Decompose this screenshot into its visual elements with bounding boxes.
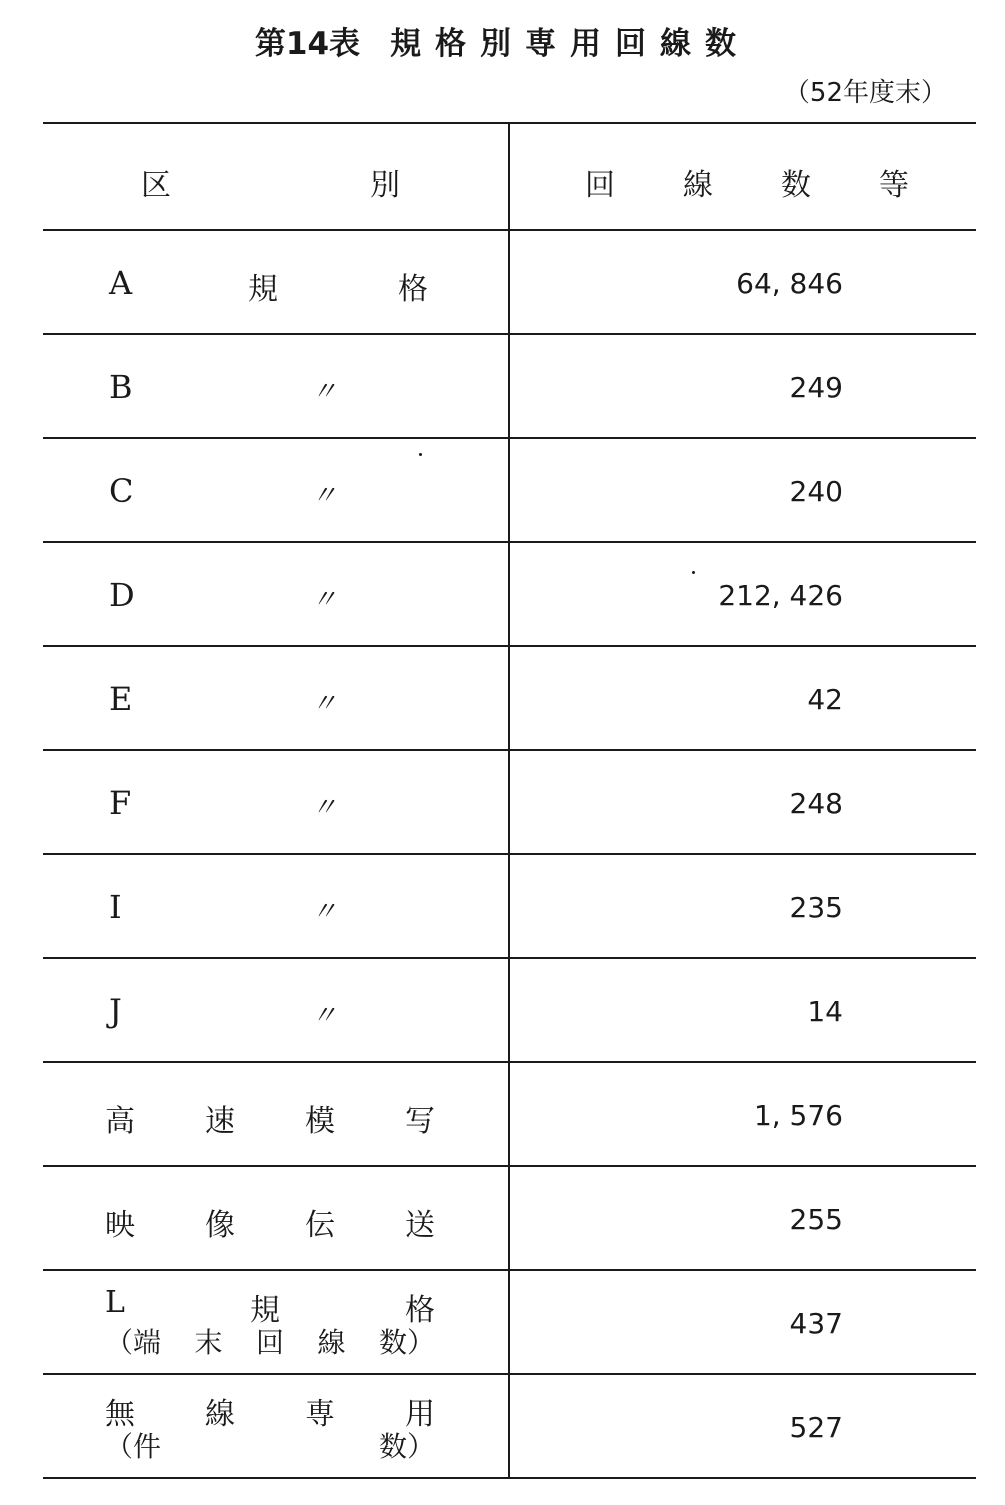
- row-value: 240: [789, 475, 843, 508]
- data-table: [43, 122, 976, 1479]
- row-label-char: 送: [405, 1208, 435, 1243]
- table-number: 第14表: [254, 26, 361, 62]
- row-value: 1, 576: [753, 1099, 843, 1132]
- row-label-char: 高: [105, 1104, 135, 1139]
- table-row: [43, 1063, 976, 1167]
- category-cell: [43, 439, 510, 541]
- row-label-char: 数）: [378, 1430, 435, 1463]
- category-cell: [43, 647, 510, 749]
- table-row: [43, 439, 976, 543]
- row-value: 249: [789, 371, 843, 404]
- row-label-char: 模: [305, 1104, 335, 1139]
- category-cell: [43, 1271, 510, 1373]
- table-row: [43, 335, 976, 439]
- row-label-char: 像: [205, 1208, 235, 1243]
- row-value: 255: [789, 1203, 843, 1236]
- row-value: 527: [789, 1411, 843, 1444]
- category-cell: [43, 335, 510, 437]
- row-label-char: 映: [105, 1208, 135, 1243]
- value-cell: [510, 335, 976, 437]
- category-cell: [43, 231, 510, 333]
- category-cell: [43, 1167, 510, 1269]
- row-label-char: 写: [405, 1104, 435, 1139]
- category-cell: [43, 1063, 510, 1165]
- row-label-char: 用: [405, 1397, 435, 1432]
- row-label-char: L: [105, 1285, 125, 1320]
- header-row: [43, 124, 976, 231]
- row-value: 235: [789, 891, 843, 924]
- row-code: E: [109, 680, 133, 718]
- table-row: [43, 543, 976, 647]
- row-value: 212, 426: [718, 579, 843, 612]
- header-category-right: 別: [370, 168, 400, 203]
- row-code: D: [109, 576, 135, 614]
- value-cell: [510, 1063, 976, 1165]
- row-code: C: [109, 472, 134, 510]
- table-row: [43, 1167, 976, 1271]
- row-code: J: [109, 992, 122, 1030]
- row-label-left: 規: [248, 272, 278, 307]
- table-row: [43, 855, 976, 959]
- row-value: 14: [807, 995, 843, 1028]
- row-label-char: 無: [105, 1397, 135, 1432]
- value-cell: [510, 855, 976, 957]
- row-label-char: 規: [249, 1293, 280, 1328]
- value-cell: [510, 1167, 976, 1269]
- ditto-mark: 〃: [311, 897, 338, 927]
- row-label-char: 数）: [378, 1326, 435, 1359]
- ditto-mark: 〃: [311, 585, 338, 615]
- header-category-cell: [43, 124, 510, 229]
- row-code: A: [109, 264, 133, 302]
- row-label: [105, 1096, 435, 1140]
- header-values-cell: [510, 124, 976, 229]
- table-row: [43, 1375, 976, 1479]
- row-label-char: 速: [205, 1104, 235, 1139]
- ditto-mark: 〃: [311, 1001, 338, 1031]
- row-value: 437: [789, 1307, 843, 1340]
- header-values: 回線数等: [585, 168, 977, 203]
- row-label-char: 格: [404, 1293, 435, 1328]
- value-cell: [510, 647, 976, 749]
- row-code: F: [109, 784, 132, 822]
- row-label-char: （件: [105, 1430, 162, 1463]
- category-cell: [43, 959, 510, 1061]
- row-value: 248: [789, 787, 843, 820]
- row-label-char: 線: [205, 1397, 235, 1432]
- value-cell: [510, 231, 976, 333]
- print-speck: [692, 571, 695, 574]
- value-cell: [510, 1271, 976, 1373]
- row-code: B: [109, 368, 133, 406]
- table-name: 規格別専用回線数: [390, 26, 751, 62]
- ditto-mark: 〃: [311, 689, 338, 719]
- ditto-mark: 〃: [311, 793, 338, 823]
- table-row: [43, 751, 976, 855]
- table-row: [43, 231, 976, 335]
- value-cell: [510, 1375, 976, 1477]
- category-cell: [43, 855, 510, 957]
- table-row: [43, 1271, 976, 1375]
- row-value: 42: [807, 683, 843, 716]
- unit-note: （52年度末）: [783, 78, 947, 108]
- value-cell: [510, 751, 976, 853]
- value-cell: [510, 959, 976, 1061]
- ditto-mark: 〃: [311, 481, 338, 511]
- row-label-char: （端: [105, 1326, 162, 1359]
- row-label-char: 回: [255, 1326, 284, 1359]
- row-label-line2: [105, 1425, 435, 1465]
- row-label-char: 末: [194, 1326, 223, 1359]
- row-label: [105, 1200, 435, 1244]
- row-value: 64, 846: [736, 267, 843, 300]
- row-label-right: 格: [398, 272, 428, 307]
- table-title: [0, 18, 1005, 63]
- header-category-left: 区: [141, 168, 171, 203]
- category-cell: [43, 543, 510, 645]
- category-cell: [43, 751, 510, 853]
- value-cell: [510, 439, 976, 541]
- row-label-char: 専: [305, 1397, 335, 1432]
- category-cell: [43, 1375, 510, 1477]
- row-label-char: 伝: [305, 1208, 335, 1243]
- value-cell: [510, 543, 976, 645]
- ditto-mark: 〃: [311, 377, 338, 407]
- row-code: I: [109, 888, 122, 926]
- row-label-char: 線: [317, 1326, 346, 1359]
- print-speck: [419, 453, 422, 456]
- row-label-line2: [105, 1321, 435, 1361]
- table-row: [43, 959, 976, 1063]
- table-row: [43, 647, 976, 751]
